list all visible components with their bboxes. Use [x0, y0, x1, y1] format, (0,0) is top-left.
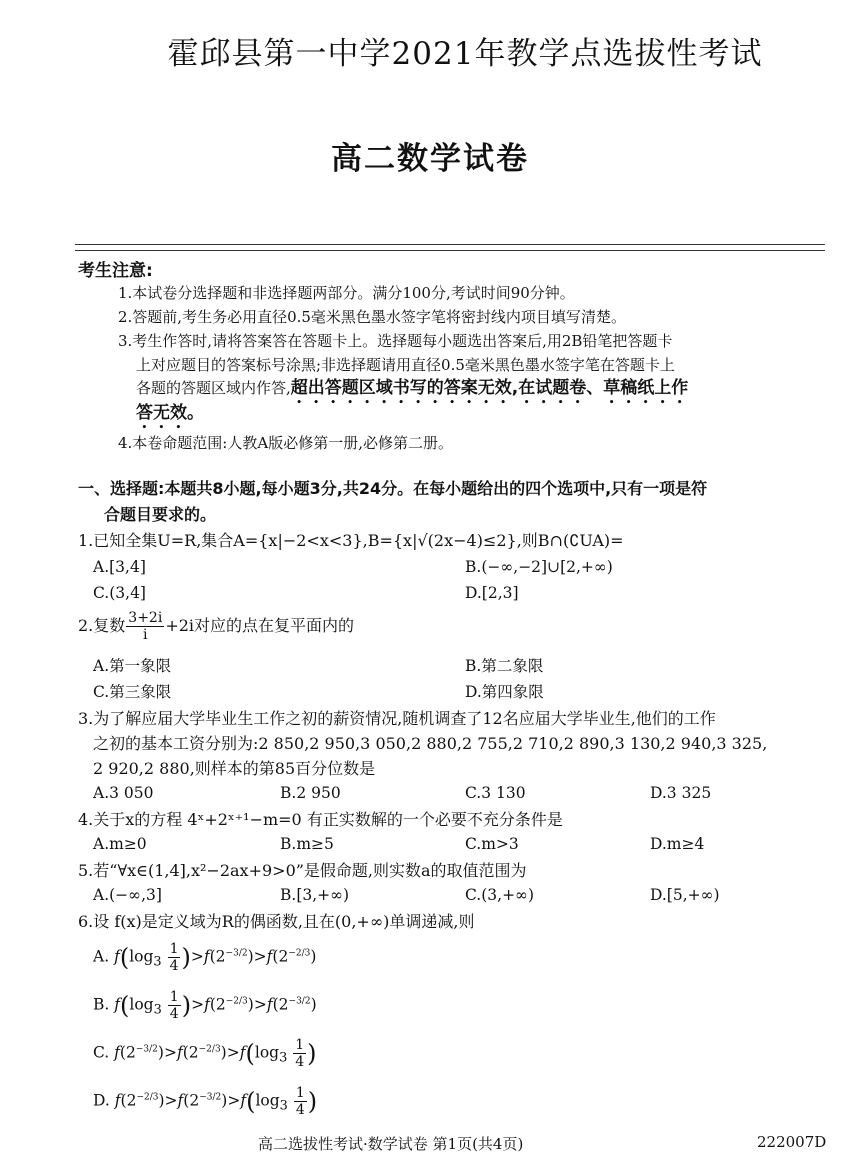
gt-sign: > [190, 947, 204, 966]
question-6-option-d: D. $f(2^{-2/3})>f(2^{-3/2})>f(\log_3$ $\frac{1}{4}$ ) [93, 1085, 318, 1118]
log-base: 3 [153, 1002, 162, 1018]
notice-item-3-line-4 [136, 401, 204, 433]
fraction-numerator: 1 [169, 989, 179, 1005]
question-3-option-b: B.2 950 [280, 784, 341, 802]
option-label: A. [93, 947, 110, 966]
option-label: B. [93, 995, 110, 1014]
question-5-option-d: D.[5,+∞) [650, 886, 720, 904]
base-two: 2 [215, 947, 226, 966]
gt-sign: > [253, 995, 267, 1014]
paper-title: 高二数学试卷 [331, 141, 529, 177]
question-3-line-1: 3.为了解应届大学毕业生工作之初的薪资情况,随机调查了12名应届大学毕业生,他们的工作 [78, 709, 716, 728]
fraction-denominator: 4 [169, 1006, 179, 1022]
function-symbol: f [240, 1091, 247, 1110]
page-footer: 高二选拔性考试·数学试卷 第1页(共4页) [258, 1135, 524, 1153]
question-5-stem: 5.若“∀x∈(1,4],x²−2ax+9>0”是假命题,则实数a的取值范围为 [78, 861, 527, 880]
fraction-denominator: 4 [295, 1102, 305, 1118]
notice-item-3-line-3 [136, 376, 688, 408]
paper-code: 222007D [757, 1133, 827, 1151]
log-base: 3 [279, 1050, 288, 1066]
question-1-option-b: B.(−∞,−2]∪[2,+∞) [465, 558, 613, 576]
one-quarter-fraction [168, 990, 181, 1021]
function-symbol: f [204, 995, 210, 1014]
exponent: −3/2 [135, 1044, 158, 1055]
question-2-option-a: A.第一象限 [93, 657, 172, 675]
question-4-option-d: D.m≥4 [650, 835, 705, 853]
notice-heading: 考生注意: [78, 261, 153, 281]
function-symbol: f [266, 995, 273, 1014]
exponent: −2/3 [288, 948, 311, 959]
question-6-option-b: B. $f(\log_3$ $\frac{1}{4}$ )$>f(2^{-2/3})>f(2^{-3/2})$ [93, 989, 317, 1022]
gt-sign: > [163, 1043, 177, 1062]
function-symbol: f [114, 1091, 121, 1110]
function-symbol: f [114, 947, 120, 966]
fraction-numerator: 1 [295, 1037, 305, 1053]
question-5-option-c: C.(3,+∞) [465, 886, 535, 904]
question-5-option-a: A.(−∞,3] [93, 886, 162, 904]
question-3-option-a: A.3 050 [93, 784, 154, 802]
function-symbol: f [176, 1043, 183, 1062]
gt-sign: > [227, 1091, 241, 1110]
base-two: 2 [278, 947, 289, 966]
one-quarter-fraction [294, 1086, 307, 1117]
question-5-option-b: B.[3,+∞) [280, 886, 350, 904]
function-symbol: f [114, 1043, 120, 1062]
base-two: 2 [215, 995, 226, 1014]
exponent: −3/2 [199, 1092, 222, 1103]
section-1-heading: 一、选择题:本题共8小题,每小题3分,共24分。在每小题给出的四个选项中,只有一项是符 [78, 479, 708, 498]
question-2-option-d: D.第四象限 [465, 683, 544, 701]
exponent: −2/3 [136, 1092, 159, 1103]
question-2-suffix: +2i对应的点在复平面内的 [165, 616, 355, 635]
question-1-option-a: A.[3,4] [93, 558, 146, 576]
school-title: 霍邱县第一中学2021年教学点选拔性考试 [167, 36, 763, 72]
gt-sign: > [191, 995, 205, 1014]
notice-emphasis: 超出答题区域书写的答案无效,在试题卷、草稿纸上作 [290, 378, 689, 398]
exponent: −3/2 [225, 948, 248, 959]
log-base: 3 [279, 1098, 288, 1114]
notice-item-4: 4.本卷命题范围:人教A版必修第一册,必修第二册。 [118, 434, 453, 452]
question-1-stem: 1.已知全集U=R,集合A={x|−2<x<3},B={x|√(2x−4)≤2},则B∩(∁UA)= [78, 531, 624, 550]
question-3-option-d: D.3 325 [650, 784, 712, 802]
log-text: log [255, 1091, 280, 1110]
function-symbol: f [239, 1043, 246, 1062]
base-two: 2 [189, 1091, 200, 1110]
fraction-numerator: 3+2i [128, 610, 163, 626]
log-text: log [129, 995, 154, 1014]
base-two: 2 [126, 1091, 137, 1110]
gt-sign: > [253, 947, 267, 966]
question-4-option-b: B.m≥5 [280, 835, 334, 853]
base-two: 2 [125, 1043, 136, 1062]
question-1-option-c: C.(3,4] [93, 584, 146, 602]
option-label: C. [93, 1043, 110, 1062]
notice-item-3-line-1: 3.考生作答时,请将答案答在答题卡上。选择题每小题选出答案后,用2B铅笔把答题卡 [118, 332, 673, 350]
fraction-denominator: i [143, 627, 148, 643]
function-symbol: f [114, 995, 121, 1014]
base-two: 2 [188, 1043, 199, 1062]
question-3-option-c: C.3 130 [465, 784, 526, 802]
question-4-option-a: A.m≥0 [93, 835, 147, 853]
notice-emphasis-end: 答无效。 [136, 403, 204, 423]
exponent: −2/3 [225, 996, 248, 1007]
question-6-stem: 6.设 f(x)是定义域为R的偶函数,且在(0,+∞)单调递减,则 [78, 912, 475, 931]
gt-sign: > [226, 1043, 240, 1062]
gt-sign: > [164, 1091, 178, 1110]
notice-item-3-line-2: 上对应题目的答案标号涂黑;非选择题请用直径0.5毫米黑色墨水签字笔在答题卡上 [136, 356, 675, 374]
question-4-option-c: C.m>3 [465, 835, 519, 853]
question-1-option-d: D.[2,3] [465, 584, 519, 602]
fraction-numerator: 1 [169, 941, 179, 957]
question-4-stem: 4.关于x的方程 4ˣ+2ˣ⁺¹−m=0 有正实数解的一个必要不充分条件是 [78, 810, 563, 829]
exponent: −2/3 [198, 1044, 221, 1055]
option-label: D. [93, 1091, 110, 1110]
question-3-line-3: 2 920,2 880,则样本的第85百分位数是 [93, 759, 376, 778]
question-6-option-a: A. $f(\log_3$ $\frac{1}{4}$ )$>f(2^{-3/2})>f(2^{-2/3})$ [93, 941, 317, 974]
question-2-option-b: B.第二象限 [465, 657, 544, 675]
question-3-line-2: 之初的基本工资分别为:2 850,2 950,3 050,2 880,2 755,2 710,2 890,3 130,2 940,3 325, [93, 734, 768, 753]
question-6-option-c: C. $f(2^{-3/2})>f(2^{-2/3})>f(\log_3$ $\frac{1}{4}$ ) [93, 1037, 317, 1070]
question-2-prefix: 2.复数 [78, 616, 126, 635]
base-two: 2 [278, 995, 289, 1014]
header-divider [75, 244, 825, 251]
fraction-denominator: 4 [295, 1054, 305, 1070]
fraction-denominator: 4 [169, 958, 179, 974]
one-quarter-fraction [293, 1038, 306, 1069]
exponent: −3/2 [288, 996, 311, 1007]
fraction-numerator: 1 [295, 1085, 305, 1101]
notice-item-1: 1.本试卷分选择题和非选择题两部分。满分100分,考试时间90分钟。 [118, 284, 575, 302]
function-symbol: f [177, 1091, 184, 1110]
log-text: log [254, 1043, 280, 1062]
function-symbol: f [203, 947, 210, 966]
section-1-heading-cont: 合题目要求的。 [104, 505, 217, 524]
question-2-fraction [126, 611, 164, 642]
notice-item-2: 2.答题前,考生务必用直径0.5毫米黑色墨水签字笔将密封线内项目填写清楚。 [118, 308, 626, 326]
notice-plain-text: 各题的答题区域内作答, [136, 379, 291, 397]
log-base: 3 [153, 954, 162, 970]
log-text: log [129, 947, 154, 966]
question-2-option-c: C.第三象限 [93, 683, 172, 701]
question-2-stem [78, 611, 354, 642]
one-quarter-fraction [168, 942, 181, 973]
function-symbol: f [266, 947, 273, 966]
